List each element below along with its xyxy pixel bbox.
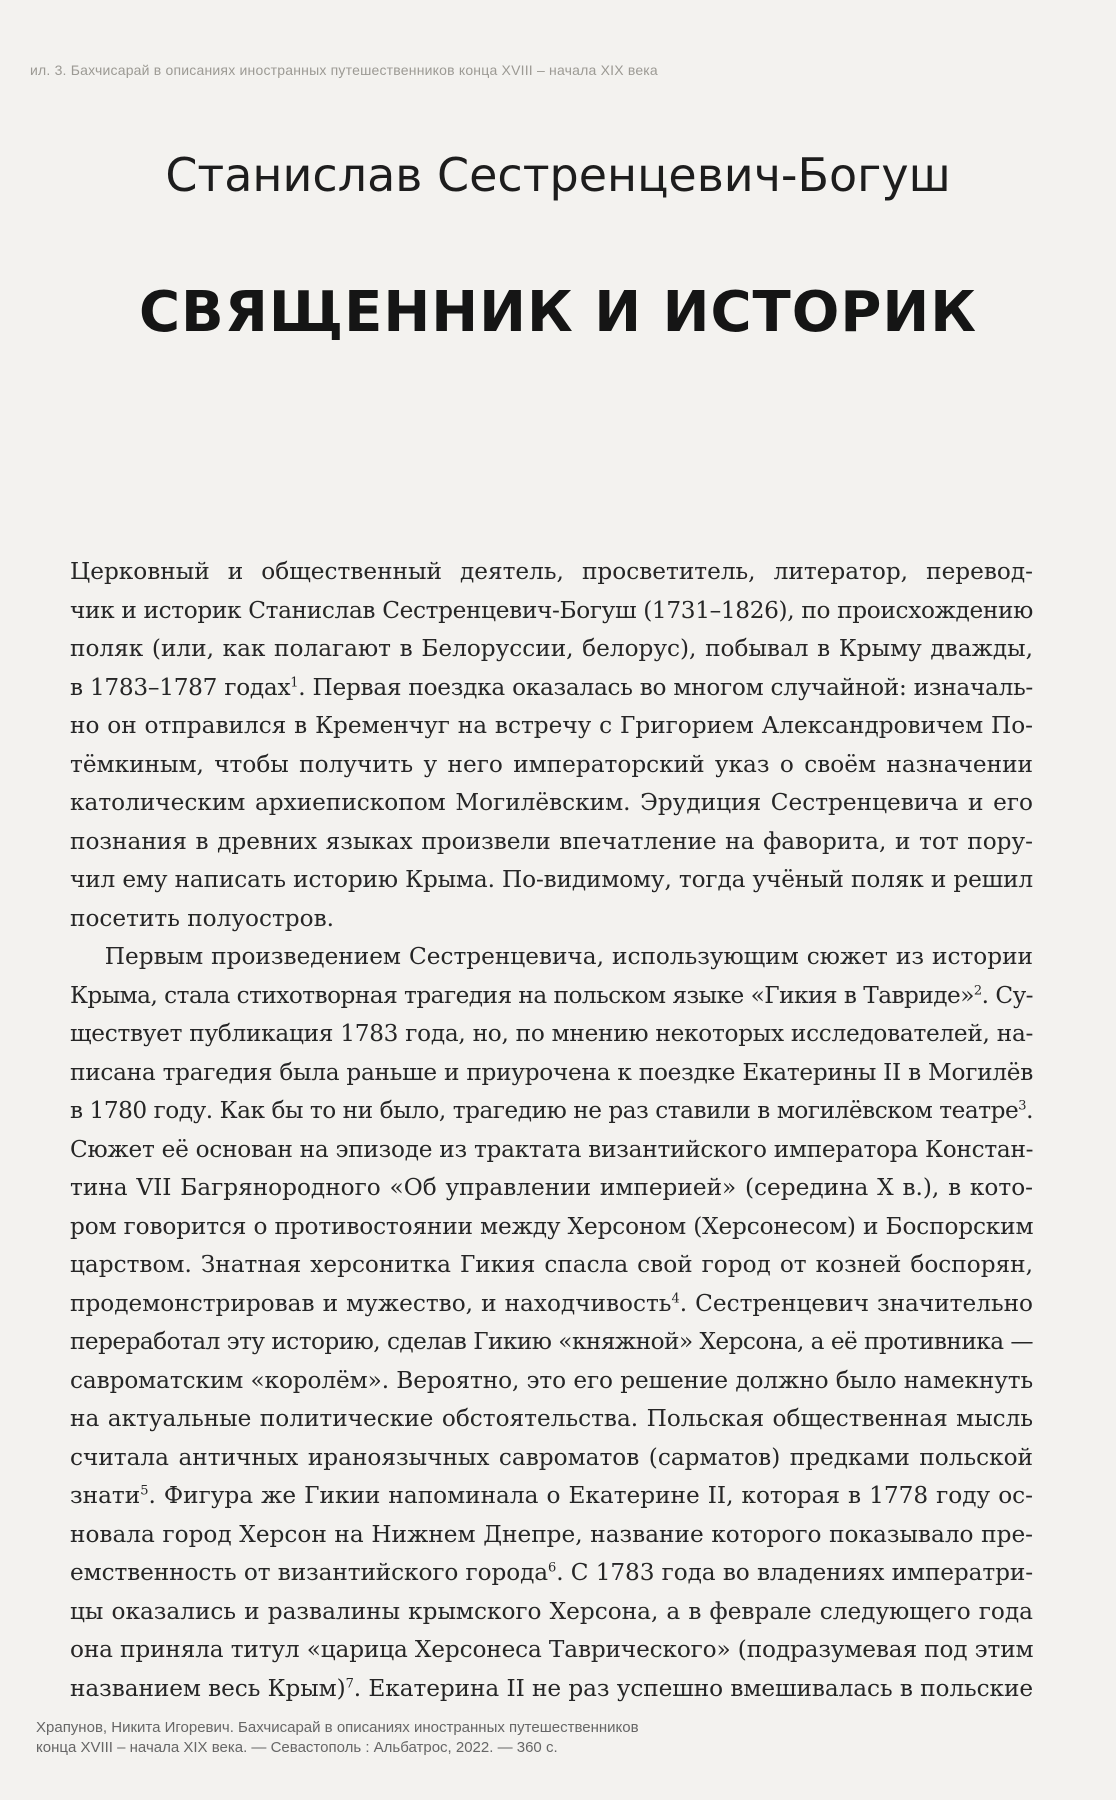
citation-line: конца XVIII – начала XIX века. — Севастополь : Альбатрос, 2022. — 360 с. [36,1739,558,1756]
text-fragment: Крыма, стала стихотворная трагедия на польском языке «Гикия в Тавриде» [70,981,974,1009]
text-fragment: в 1780 году. Как бы то ни было, трагедию не раз ставили в могилёвском театре [70,1097,1019,1124]
text-fragment: . [1026,1097,1033,1124]
text-line: познания в древних языках произвели впечатление на фаворита, и тот пору- [70,827,1033,855]
text-line: чил ему написать историю Крыма. По-видимому, тогда учёный поляк и решил [70,866,1033,893]
text-line [70,938,1033,977]
text-line: считала античных ираноязычных савроматов (сарматов) предками польской [70,1443,1033,1471]
text-line: чик и историк Станислав Сестренцевич-Богуш (1731–1826), по происхождению [70,596,1033,624]
running-head: ил. 3. Бахчисарай в описаниях иностранных путешественников конца XVIII – начала XIX века [30,62,658,78]
text-line: цы оказались и развалины крымского Херсона, а в феврале следующего года [70,1597,1033,1625]
citation-footer [36,1718,1036,1758]
body-text [70,553,1033,1708]
article-author: Станислав Сестренцевич-Богуш [165,148,951,202]
text-fragment: . С 1783 года во владениях императри- [556,1559,1033,1586]
text-line [70,669,1033,708]
text-line [70,1092,1033,1131]
text-line: переработал эту историю, сделав Гикию «княжной» Херсона, а её противника — [70,1328,1033,1355]
text-line: католическим архиепископом Могилёвским. Эрудиция Сестренцевича и его [70,789,1033,816]
text-line: писана трагедия была раньше и приурочена к поездке Екатерины II в Могилёв [70,1058,1033,1086]
footnote-mark: 3 [1018,1098,1027,1114]
text-line: посетить полуостров. [70,904,335,932]
text-line: новала город Херсон на Нижнем Днепре, название которого показывало пре- [70,1520,1033,1548]
text-line: но он отправился в Кременчуг на встречу с Григорием Александровичем По- [70,712,1033,739]
text-fragment: . Сестренцевич значительно [679,1289,1033,1317]
citation-line: Храпунов, Никита Игоревич. Бахчисарай в описаниях иностранных путешественников [36,1719,639,1736]
text-line: Церковный и общественный деятель, просветитель, литератор, перевод- [70,558,1033,585]
text-line: на актуальные политические обстоятельства. Польская общественная мысль [70,1405,1033,1432]
text-line: тёмкиным, чтобы получить у него императорский указ о своём назначении [70,750,1033,778]
text-fragment: . Су- [981,981,1033,1009]
footnote-mark: 5 [140,1483,149,1499]
text-line: поляк (или, как полагают в Белоруссии, белорус), побывал в Крыму дважды, [70,635,1033,662]
text-line: тина VII Багрянородного «Об управлении империей» (середина X в.), в кото- [70,1174,1033,1201]
text-line [70,1285,1033,1324]
footnote-mark: 1 [290,674,299,690]
text-line: ществует публикация 1783 года, но, по мнению некоторых исследователей, на- [70,1020,1034,1047]
paragraph-2 [70,938,1033,1708]
text-line [70,1477,1033,1516]
text-line: Сюжет её основан на эпизоде из трактата византийского императора Констан- [70,1135,1034,1163]
text-line: савроматским «королём». Вероятно, это его решение должно было намекнуть [70,1366,1033,1394]
text-fragment: . Екатерина II не раз успешно вмешивалась в польские [353,1674,1033,1702]
text-fragment: Первым произведением Сестренцевича, использующим сюжет из истории [104,943,1033,970]
text-line: она приняла титул «царица Херсонеса Таврического» (подразумевая под этим [70,1636,1034,1663]
footnote-mark: 6 [548,1560,557,1576]
text-fragment: названием весь Крым) [70,1674,346,1702]
footnote-mark: 7 [345,1675,354,1691]
paragraph-1 [70,553,1033,938]
text-fragment: продемонстрировав и мужество, и находчивость [70,1289,672,1317]
text-line [70,1554,1033,1593]
footnote-mark: 2 [973,982,982,998]
text-line: ром говорится о противостоянии между Херсоном (Херсонесом) и Боспорским [70,1212,1034,1240]
text-fragment: в 1783–1787 годах [70,673,291,701]
text-fragment: емственность от византийского города [70,1559,548,1586]
text-fragment: . Фигура же Гикии напоминала о Екатерине II, которая в 1778 году ос- [148,1482,1033,1509]
text-line [70,977,1033,1016]
footnote-mark: 4 [671,1290,680,1306]
text-line: царством. Знатная херсонитка Гикия спасла свой город от козней боспорян, [70,1251,1033,1278]
article-title: СВЯЩЕННИК И ИСТОРИК [138,280,978,345]
text-line [70,1670,1033,1709]
text-fragment: знати [70,1482,141,1509]
text-fragment: . Первая поездка оказалась во многом случайной: изначаль- [298,673,1033,701]
